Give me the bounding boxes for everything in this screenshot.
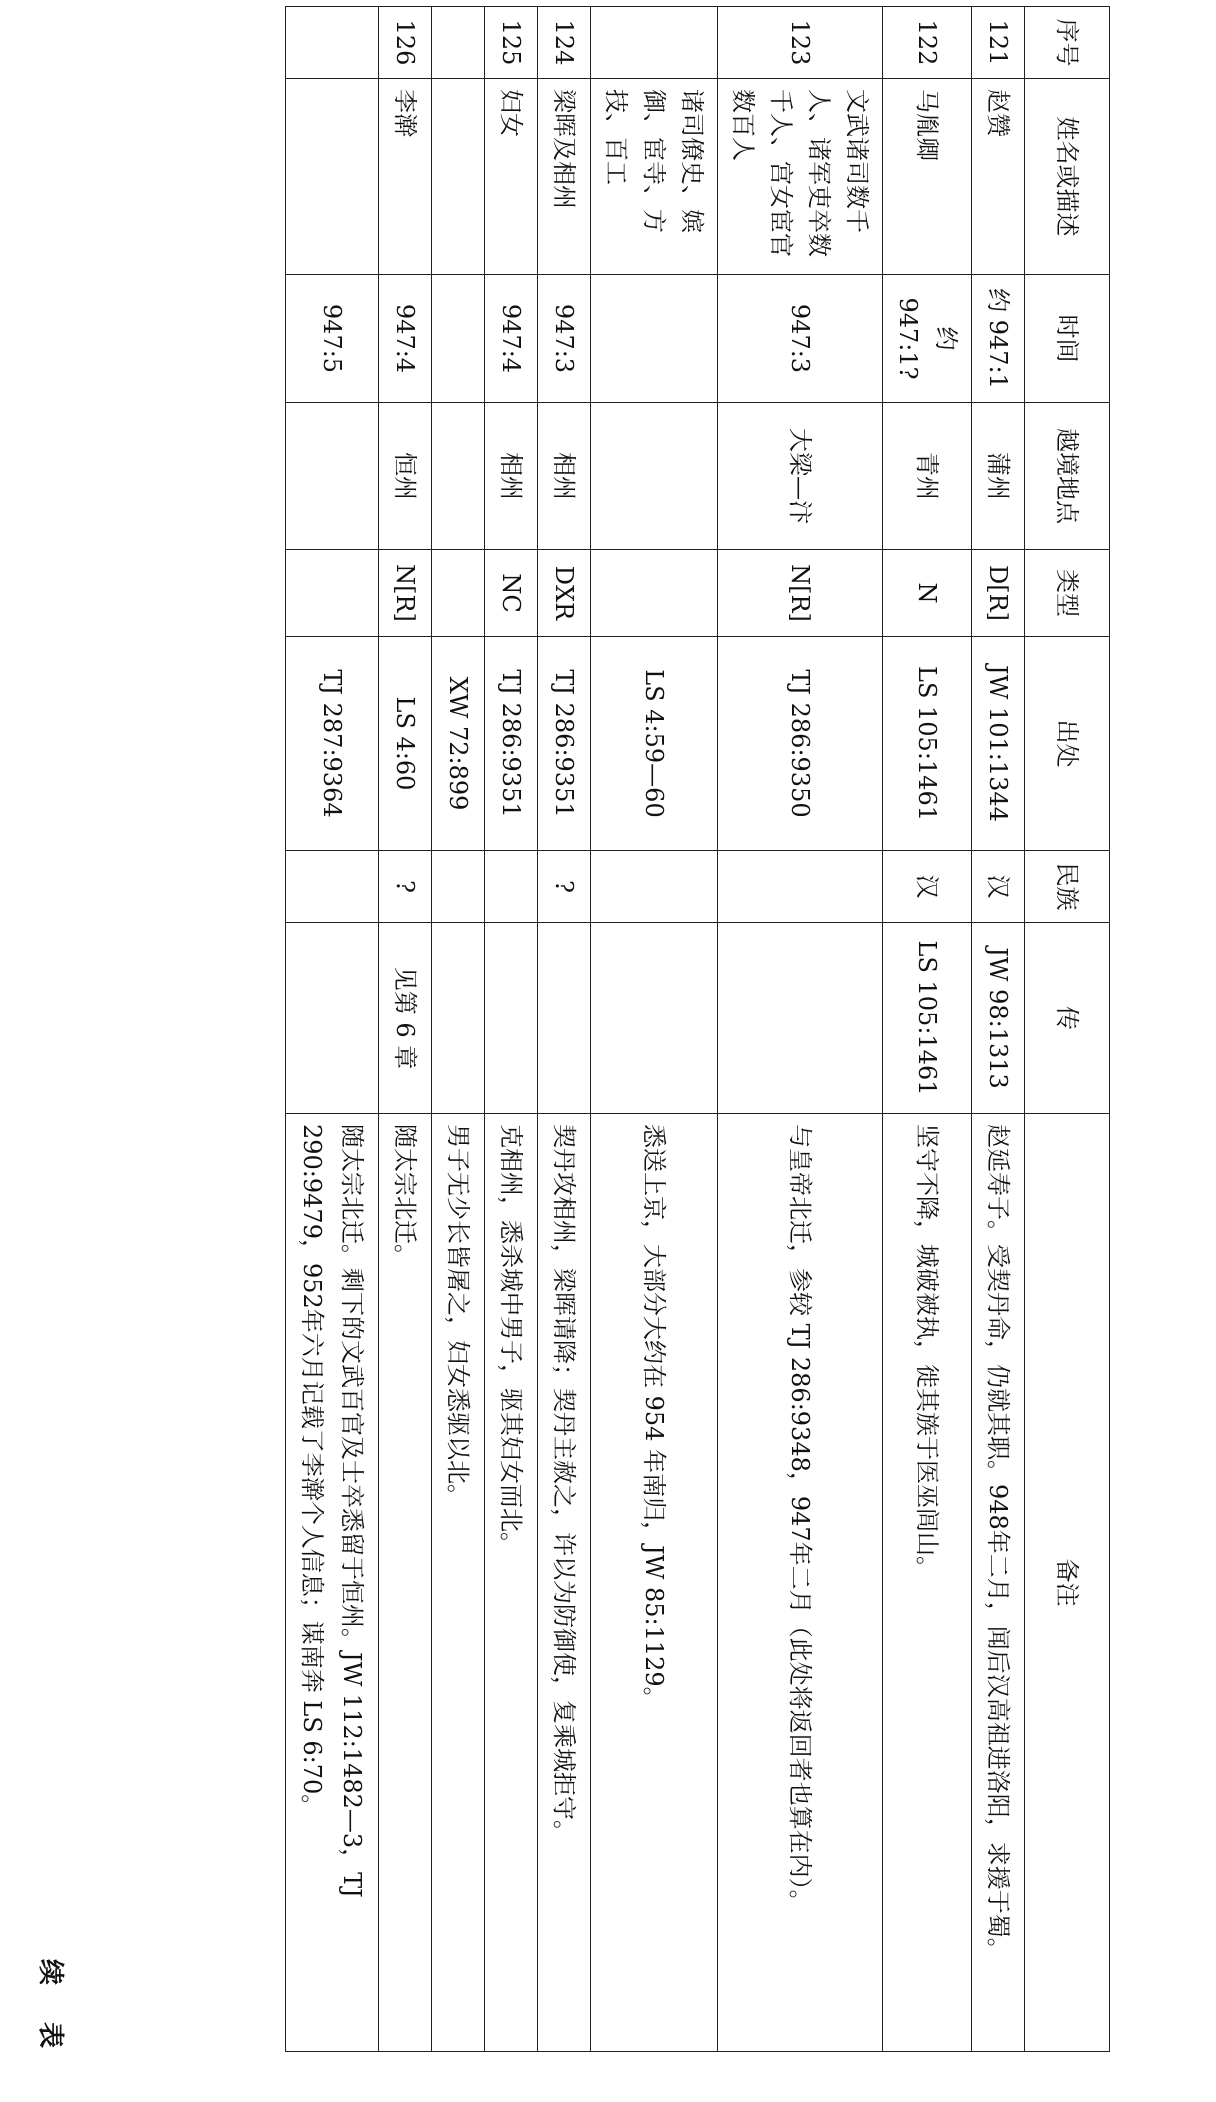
cell-time: 947:5: [286, 275, 379, 403]
table-row: [432, 7, 485, 2052]
cell-no: [286, 7, 379, 79]
cell-place: 恒州: [379, 403, 432, 550]
cell-time: [432, 275, 485, 403]
cell-ethnicity: [485, 851, 538, 923]
cell-name: 梁晖及相州: [538, 79, 591, 275]
header-bio: 传: [1025, 923, 1110, 1114]
cell-name: 妇女: [485, 79, 538, 275]
cell-type: N[R]: [718, 550, 883, 637]
cell-time: 约 947:1: [972, 275, 1025, 403]
cell-name: 文武诸司数千人、诸军吏卒数千人、宫女宦官数百人: [718, 79, 883, 275]
cell-no: 124: [538, 7, 591, 79]
cell-time: [591, 275, 718, 403]
cell-note: 随太宗北迁。: [379, 1114, 432, 2052]
cell-no: [432, 7, 485, 79]
table-row: [538, 7, 591, 2052]
cell-bio: [286, 923, 379, 1114]
cell-note: 赵延寿子。受契丹命，仍就其职。948年二月，闻后汉高祖进洛阳，求援于蜀。: [972, 1114, 1025, 2052]
cell-source: TJ 286:9350: [718, 637, 883, 851]
header-name: 姓名或描述: [1025, 79, 1110, 275]
cell-time: 947:4: [379, 275, 432, 403]
cell-type: [591, 550, 718, 637]
cell-name: 诸司僚史、嫔御、宦寺、方技、百工: [591, 79, 718, 275]
cell-bio: [485, 923, 538, 1114]
table-row: [286, 7, 379, 2052]
cell-no: 126: [379, 7, 432, 79]
cell-type: NC: [485, 550, 538, 637]
cell-ethnicity: [718, 851, 883, 923]
table-row: [883, 7, 972, 2052]
cell-no: [591, 7, 718, 79]
cell-name: [286, 79, 379, 275]
data-table: [285, 6, 1110, 2052]
cell-source: LS 4:59—60: [591, 637, 718, 851]
cell-name: 李澣: [379, 79, 432, 275]
cell-no: 121: [972, 7, 1025, 79]
cell-bio: JW 98:1313: [972, 923, 1025, 1114]
cell-type: N[R]: [379, 550, 432, 637]
cell-bio: LS 105:1461: [883, 923, 972, 1114]
cell-place: [286, 403, 379, 550]
cell-place: 相州: [538, 403, 591, 550]
cell-note: 随太宗北迁。剩下的文武百官及士卒悉留于恒州。JW 112:1482—3，TJ 290:9479，952年六月记载了李澣个人信息；谋南奔 LS 6:70。: [286, 1114, 379, 2052]
cell-source: JW 101:1344: [972, 637, 1025, 851]
cell-name: 赵赞: [972, 79, 1025, 275]
cell-ethnicity: ?: [538, 851, 591, 923]
table-row: [972, 7, 1025, 2052]
cell-type: [432, 550, 485, 637]
header-place: 越境地点: [1025, 403, 1110, 550]
table-row: [379, 7, 432, 2052]
cell-time: 947:4: [485, 275, 538, 403]
header-time: 时间: [1025, 275, 1110, 403]
header-type: 类型: [1025, 550, 1110, 637]
cell-no: 123: [718, 7, 883, 79]
cell-source: XW 72:899: [432, 637, 485, 851]
cell-bio: [591, 923, 718, 1114]
table-row: [718, 7, 883, 2052]
cell-place: [432, 403, 485, 550]
cell-type: N: [883, 550, 972, 637]
cell-ethnicity: [432, 851, 485, 923]
cell-source: LS 4:60: [379, 637, 432, 851]
header-no: 序号: [1025, 7, 1110, 79]
cell-source: TJ 287:9364: [286, 637, 379, 851]
cell-place: [591, 403, 718, 550]
cell-ethnicity: [591, 851, 718, 923]
cell-note: 坚守不降，城破被执，徙其族于医巫闾山。: [883, 1114, 972, 2052]
continued-label: 续 表: [35, 1958, 65, 2062]
cell-name: 马胤卿: [883, 79, 972, 275]
cell-time: 947:3: [718, 275, 883, 403]
cell-time: 947:3: [538, 275, 591, 403]
cell-ethnicity: [286, 851, 379, 923]
cell-note: 契丹攻相州，梁晖请降；契丹主赦之，许以为防御使，复乘城拒守。: [538, 1114, 591, 2052]
cell-name: [432, 79, 485, 275]
table-row: [485, 7, 538, 2052]
cell-source: TJ 286:9351: [538, 637, 591, 851]
cell-place: 相州: [485, 403, 538, 550]
cell-ethnicity: 汉: [972, 851, 1025, 923]
cell-place: 青州: [883, 403, 972, 550]
header-source: 出处: [1025, 637, 1110, 851]
cell-no: 125: [485, 7, 538, 79]
header-row: [1025, 7, 1110, 2052]
cell-note: 男子无少长皆屠之，妇女悉驱以北。: [432, 1114, 485, 2052]
cell-type: D[R]: [972, 550, 1025, 637]
header-note: 备注: [1025, 1114, 1110, 2052]
cell-ethnicity: ?: [379, 851, 432, 923]
cell-bio: [432, 923, 485, 1114]
cell-place: 大梁—汴: [718, 403, 883, 550]
cell-type: [286, 550, 379, 637]
cell-ethnicity: 汉: [883, 851, 972, 923]
cell-note: 与皇帝北迁，参较 TJ 286:9348，947年二月（此处将返回者也算在内）。: [718, 1114, 883, 2052]
cell-place: 蒲州: [972, 403, 1025, 550]
header-ethnicity: 民族: [1025, 851, 1110, 923]
cell-no: 122: [883, 7, 972, 79]
cell-time: 约 947:1?: [883, 275, 972, 403]
cell-note: 克相州，悉杀城中男子，驱其妇女而北。: [485, 1114, 538, 2052]
cell-note: 悉送上京，大部分大约在 954 年南归，JW 85:1129。: [591, 1114, 718, 2052]
cell-bio: [538, 923, 591, 1114]
cell-type: DXR: [538, 550, 591, 637]
cell-source: LS 105:1461: [883, 637, 972, 851]
cell-bio: [718, 923, 883, 1114]
cell-bio: 见第 6 章: [379, 923, 432, 1114]
table-row: [591, 7, 718, 2052]
cell-source: TJ 286:9351: [485, 637, 538, 851]
